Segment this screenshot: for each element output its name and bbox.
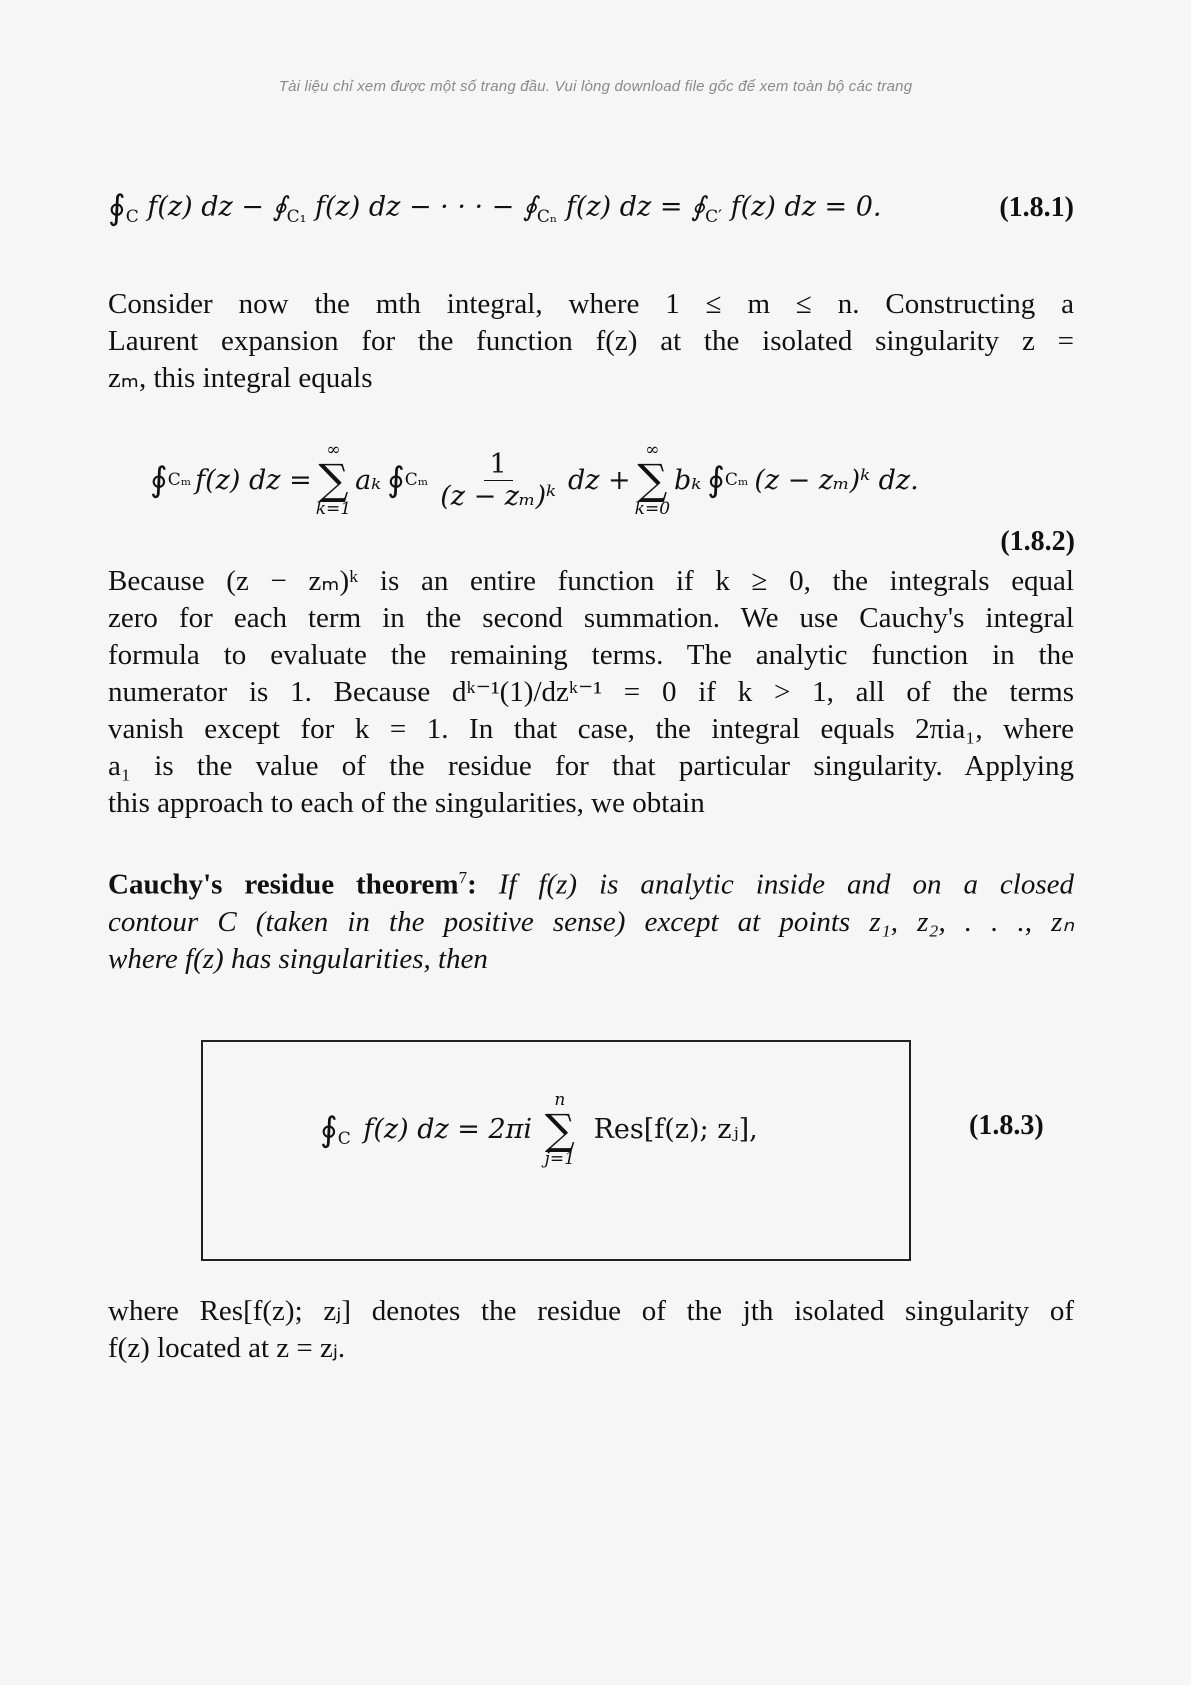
contour-subscript: C′	[705, 206, 722, 227]
text-line: zero for each term in the second summation. We use Cauchy's integral	[108, 602, 1074, 634]
sum-upper-limit: ∞	[326, 440, 341, 460]
equation-term: f(z) dz = 2πi	[363, 1113, 533, 1145]
sigma-icon: ∑	[637, 455, 668, 504]
footnote-marker: 7	[458, 868, 468, 887]
text-line: f(z) located at z = zⱼ.	[108, 1332, 346, 1364]
fraction	[434, 449, 562, 512]
text-line: zₘ, this integral equals	[108, 362, 373, 394]
contour-subscript: C	[337, 1128, 351, 1149]
theorem-text: contour C (taken in the positive sense) except at points z₁, z₂, . . ., zₙ	[108, 905, 1074, 938]
theorem-line	[108, 904, 1074, 941]
text-line: numerator is 1. Because dᵏ⁻¹(1)/dzᵏ⁻¹ = 0 if k > 1, all of the terms	[108, 676, 1074, 708]
theorem-block	[108, 859, 1074, 978]
text-line: Because (z − zₘ)ᵏ is an entire function if k ≥ 0, the integrals equal	[108, 565, 1074, 597]
text-line: where Res[f(z); zⱼ] denotes the residue of the jth isolated singularity of	[108, 1295, 1074, 1327]
contour-integral-icon: ∮	[108, 188, 126, 228]
contour-subscript: Cₘ	[724, 470, 749, 490]
sigma-icon: ∑	[318, 455, 349, 504]
contour-integral-icon: ∮	[387, 460, 405, 500]
sum-lower-limit: k=1	[315, 499, 352, 519]
equation-number: (1.8.1)	[999, 192, 1074, 223]
paragraph-3	[108, 1293, 1074, 1367]
theorem-title: Cauchy's residue theorem	[108, 868, 459, 901]
theorem-text: If f(z) is analytic inside and on a closed	[498, 868, 1075, 901]
text-line: this approach to each of the singularities, we obtain	[108, 787, 705, 819]
equation-term: f(z) dz − · · · − ∮	[314, 191, 537, 223]
fraction-numerator: 1	[484, 449, 513, 481]
text-line: Laurent expansion for the function f(z) at the isolated singularity z =	[108, 325, 1074, 357]
equation-lhs	[108, 188, 882, 228]
equation-term: f(z) dz = ∮	[565, 191, 706, 223]
equation-number: (1.8.3)	[969, 1110, 1044, 1141]
contour-subscript: Cₙ	[536, 206, 558, 227]
equation-term: Res[f(z); zⱼ],	[593, 1113, 758, 1145]
sum-lower-limit: j=1	[544, 1149, 575, 1169]
paragraph-1	[108, 286, 1074, 397]
preview-banner: Tài liệu chỉ xem được một số trang đầu. Vui lòng download file gốc để xem toàn bộ các trang	[278, 78, 913, 95]
sum-upper-limit: ∞	[645, 440, 660, 460]
contour-subscript: C₁	[286, 206, 307, 227]
theorem-line	[108, 859, 1074, 904]
equation-term: f(z) dz =	[195, 464, 312, 496]
equation-term: (z − zₘ)ᵏ dz.	[754, 464, 919, 496]
sum-upper-limit: n	[554, 1090, 566, 1110]
equation-term: f(z) dz − ∮	[147, 191, 287, 223]
contour-subscript: Cₘ	[167, 470, 192, 490]
equation-term: aₖ	[355, 464, 382, 496]
fraction-denominator: (z − zₘ)ᵏ	[440, 480, 556, 512]
equation-term: f(z) dz = 0.	[730, 191, 882, 223]
summation	[545, 1092, 575, 1168]
text-line: formula to evaluate the remaining terms. The analytic function in the	[108, 639, 1074, 671]
contour-subscript: C	[125, 206, 139, 227]
equation-1-8-1	[108, 178, 1074, 238]
equation-number: (1.8.2)	[1000, 526, 1075, 557]
equation-term: bₖ	[674, 464, 702, 496]
text-line: vanish except for k = 1. In that case, the integral equals 2πia₁, where	[108, 713, 1074, 745]
paragraph-2	[108, 563, 1074, 822]
theorem-text: where f(z) has singularities, then	[108, 942, 488, 975]
theorem-line	[108, 941, 1074, 978]
sum-lower-limit: k=0	[634, 499, 671, 519]
equation-term: dz +	[567, 464, 631, 496]
sigma-icon: ∑	[544, 1105, 575, 1154]
contour-subscript: Cₘ	[404, 470, 429, 490]
theorem-colon: :	[467, 868, 477, 901]
text-line: Consider now the mth integral, where 1 ≤ m ≤ n. Constructing a	[108, 288, 1074, 320]
summation	[316, 442, 351, 518]
summation	[635, 442, 670, 518]
contour-integral-icon: ∮	[320, 1110, 338, 1150]
text-line: a₁ is the value of the residue for that particular singularity. Applying	[108, 750, 1074, 782]
equation-1-8-2	[150, 440, 1050, 520]
contour-integral-icon: ∮	[707, 460, 725, 500]
contour-integral-icon: ∮	[150, 460, 168, 500]
equation-1-8-3	[320, 1092, 758, 1168]
